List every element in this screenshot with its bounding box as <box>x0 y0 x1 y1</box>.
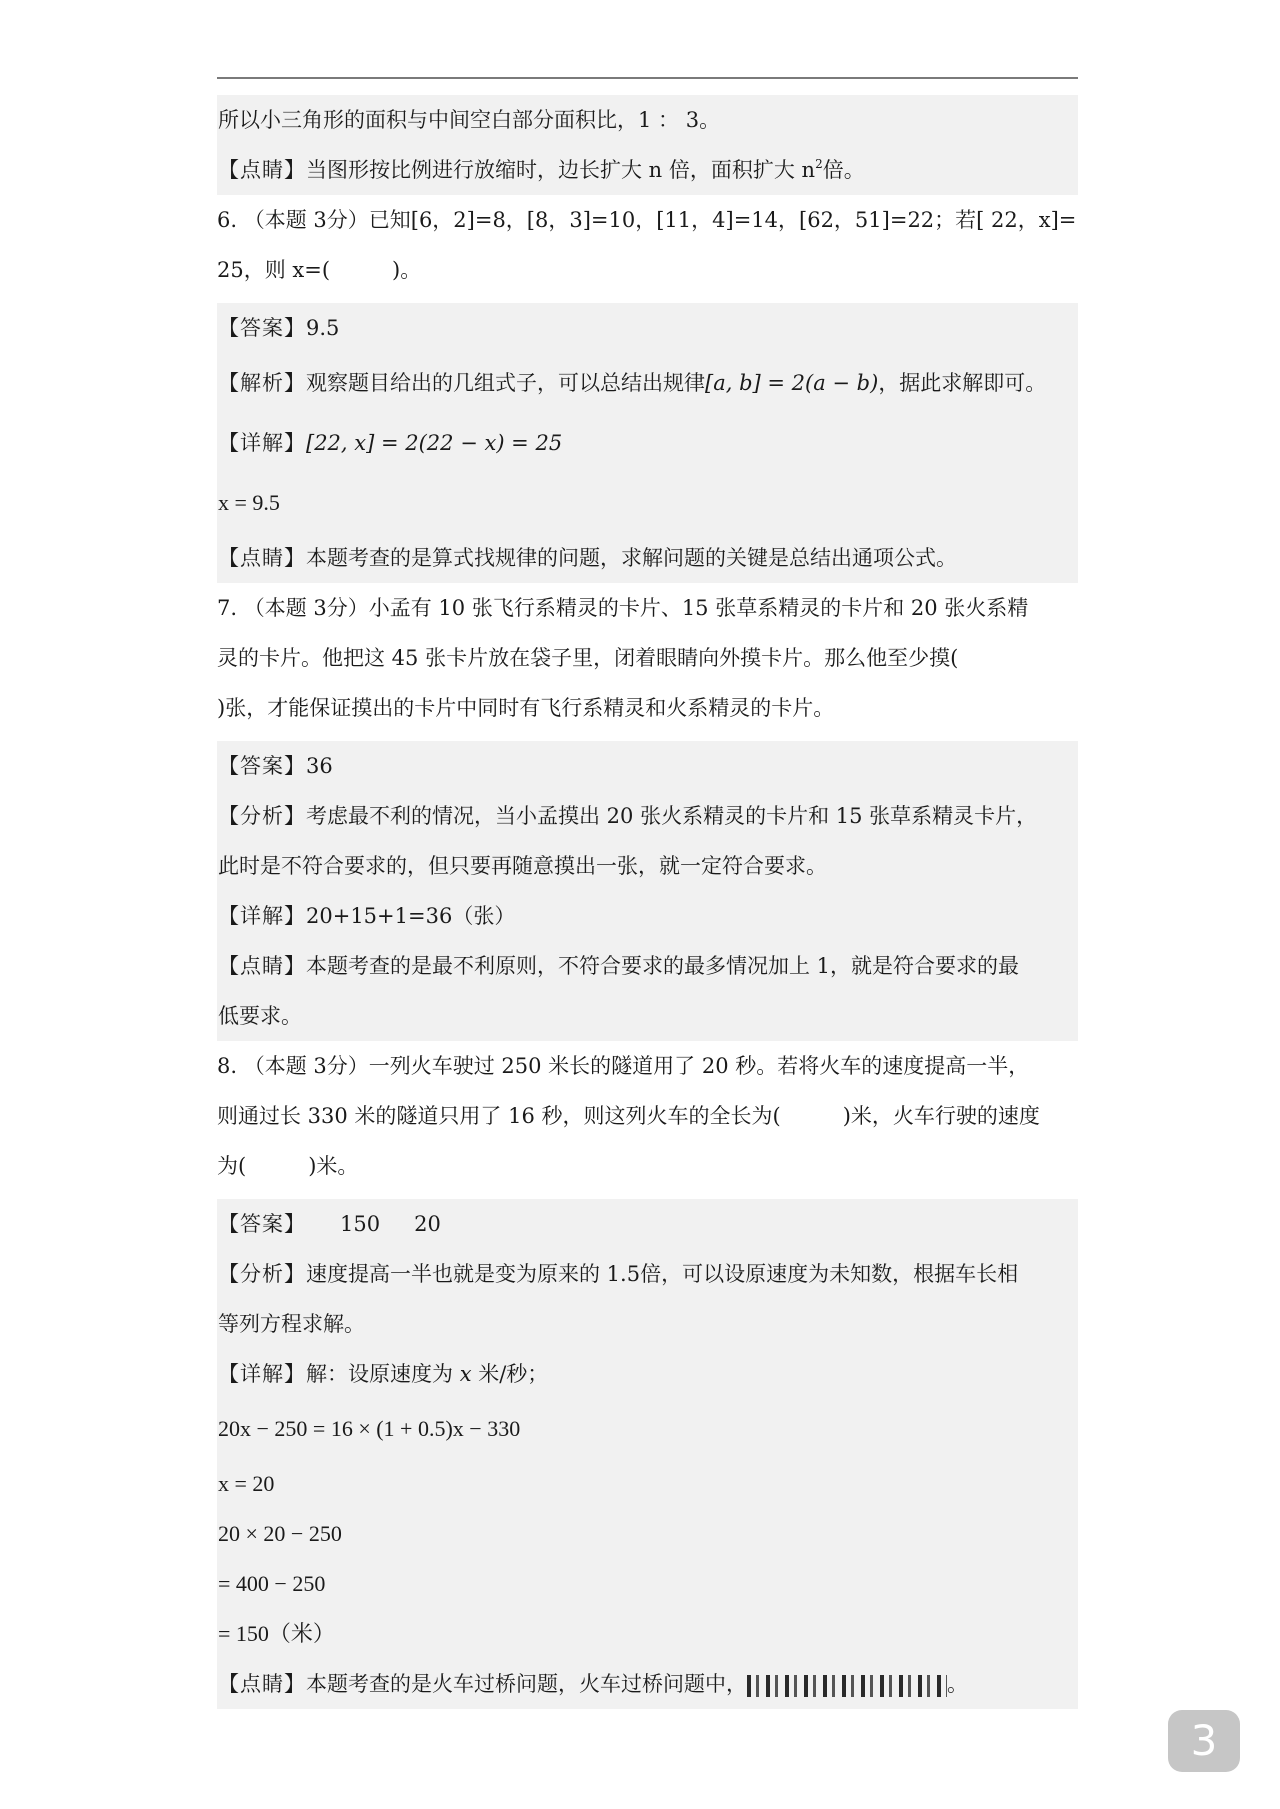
q6-answer-value: 9.5 <box>306 316 340 340</box>
q8-detail-var: x <box>459 1362 472 1386</box>
q6-detail-formula: [22, x] = 2(22 − x) = 25 <box>306 431 563 455</box>
q6-analysis <box>217 353 1078 413</box>
q5-solution-block <box>217 95 1078 195</box>
q5-dianjing-end: 倍。 <box>822 158 865 182</box>
header-rule <box>217 77 1078 79</box>
q6-answer <box>217 303 1078 353</box>
answer-tag: 【答案】 <box>218 316 306 340</box>
q6-dianjing <box>217 533 1078 583</box>
q8-equation-3: 20 × 20 − 250 <box>218 1521 342 1546</box>
dianjing-tag: 【点睛】 <box>218 546 306 570</box>
q6-x-value: x = 9.5 <box>218 490 280 515</box>
q7-stem-line2: 灵的卡片。他把这 45 张卡片放在袋子里，闭着眼睛向外摸卡片。那么他至少摸( <box>217 646 959 670</box>
q8-equation-2: x = 20 <box>218 1471 275 1496</box>
q8-stem-line2 <box>217 1091 1097 1141</box>
q7-solution-block <box>217 741 1078 1041</box>
q8-analysis-line2: 等列方程求解。 <box>218 1312 365 1336</box>
q8-stem-line1: 8. （本题 3分）一列火车驶过 250 米长的隧道用了 20 秒。若将火车的速度提高一半， <box>217 1054 1030 1078</box>
q5-dianjing <box>217 145 1078 195</box>
analysis-tag: 【分析】 <box>218 804 306 828</box>
q7-analysis-line2: 此时是不符合要求的，但只要再随意摸出一张，就一定符合要求。 <box>218 854 827 878</box>
q5-dianjing-text: 当图形按比例进行放缩时，边长扩大 n 倍，面积扩大 n <box>306 158 816 182</box>
q8-answer-value-2: 20 <box>414 1212 441 1236</box>
q6-analysis-formula: [a, b] = 2(a − b) <box>705 371 879 395</box>
q8-stem-post: )米，火车行驶的速度 <box>842 1104 1040 1128</box>
analysis-tag: 【解析】 <box>218 371 306 395</box>
q7-detail <box>217 891 1078 941</box>
analysis-tag: 【分析】 <box>218 1262 306 1286</box>
q8-detail <box>217 1349 1078 1399</box>
q7-stem-line3: )张，才能保证摸出的卡片中同时有飞行系精灵和火系精灵的卡片。 <box>217 696 835 720</box>
q7-answer-value: 36 <box>306 754 333 778</box>
q7-dianjing-line1 <box>217 941 1078 991</box>
q7-dianjing-line2: 低要求。 <box>218 1004 302 1028</box>
q6-analysis-end: ，据此求解即可。 <box>878 371 1047 395</box>
q6-stem-line2 <box>217 245 1097 295</box>
q8-analysis-text: 速度提高一半也就是变为原来的 1.5倍，可以设原速度为未知数，根据车长相 <box>306 1262 1019 1286</box>
q6-dianjing-text: 本题考查的是算式找规律的问题，求解问题的关键是总结出通项公式。 <box>306 546 957 570</box>
q8-equation-1: 20x − 250 = 16 × (1 + 0.5)x − 330 <box>218 1416 521 1441</box>
q7-analysis-text: 考虑最不利的情况，当小孟摸出 20 张火系精灵的卡片和 15 张草系精灵卡片， <box>306 804 1038 828</box>
q7-dianjing-text: 本题考查的是最不利原则，不符合要求的最多情况加上 1，就是符合要求的最 <box>306 954 1020 978</box>
document-page <box>217 95 1097 1709</box>
q8-equation-5: = 150（米） <box>218 1621 335 1646</box>
detail-tag: 【详解】 <box>218 1362 306 1386</box>
q8-dianjing <box>217 1659 1078 1709</box>
q8-dianjing-text: 本题考查的是火车过桥问题，火车过桥问题中， <box>306 1672 747 1696</box>
q5-dianjing-sup: 2 <box>815 157 823 171</box>
q8-dianjing-end: 。 <box>947 1672 968 1696</box>
dianjing-tag: 【点睛】 <box>218 1672 306 1696</box>
q7-analysis-line1 <box>217 791 1078 841</box>
q7-answer <box>217 741 1078 791</box>
q6-stem-pre: 25，则 x=( <box>217 258 331 282</box>
detail-tag: 【详解】 <box>218 431 306 455</box>
q8-stem3-post: )米。 <box>308 1154 359 1178</box>
q6-stem-line1: 6. （本题 3分）已知[6，2]=8，[8，3]=10，[11，4]=14，[62，51]=22；若[ 22，x]= <box>217 208 1077 232</box>
q8-answer <box>217 1199 1078 1249</box>
q6-analysis-text: 观察题目给出的几组式子，可以总结出规律 <box>306 371 705 395</box>
q7-detail-text: 20+15+1=36（张） <box>306 904 516 928</box>
q8-answer-value-1: 150 <box>340 1212 381 1236</box>
q8-stem3-pre: 为( <box>217 1154 247 1178</box>
q8-solution-block <box>217 1199 1078 1709</box>
answer-tag: 【答案】 <box>218 754 306 778</box>
answer-tag: 【答案】 <box>218 1212 306 1236</box>
dianjing-tag: 【点睛】 <box>218 158 306 182</box>
q8-detail-pre: 解：设原速度为 <box>306 1362 453 1386</box>
q7-stem-line1: 7. （本题 3分）小孟有 10 张飞行系精灵的卡片、15 张草系精灵的卡片和 20 张火系精 <box>217 596 1029 620</box>
page-number-badge: 3 <box>1168 1710 1240 1772</box>
q8-detail-post: 米/秒； <box>478 1362 549 1386</box>
watermark-overlay <box>747 1675 947 1697</box>
q6-stem-post: )。 <box>392 258 422 282</box>
q5-conclusion: 所以小三角形的面积与中间空白部分面积比，1 ： 3。 <box>218 108 721 132</box>
q8-stem-line3 <box>217 1141 1097 1191</box>
q6-solution-block <box>217 303 1078 583</box>
dianjing-tag: 【点睛】 <box>218 954 306 978</box>
q8-analysis-line1 <box>217 1249 1078 1299</box>
q6-detail <box>217 413 1078 473</box>
q8-stem-pre: 则通过长 330 米的隧道只用了 16 秒，则这列火车的全长为( <box>217 1104 781 1128</box>
q8-equation-4: = 400 − 250 <box>218 1571 326 1596</box>
detail-tag: 【详解】 <box>218 904 306 928</box>
